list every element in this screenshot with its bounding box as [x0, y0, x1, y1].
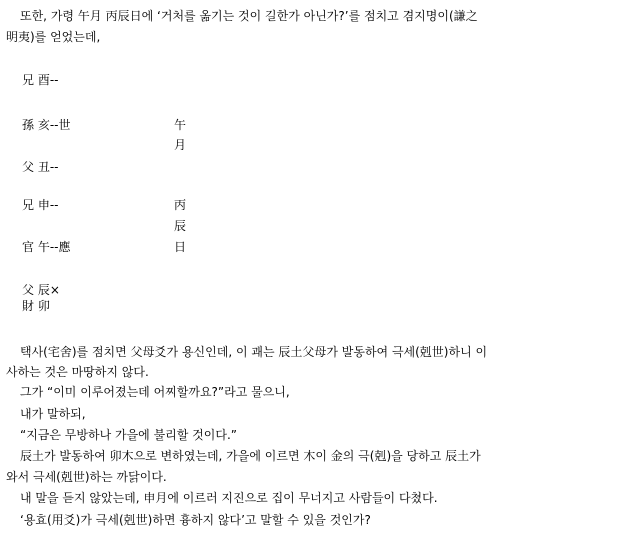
- hexagram-line-wealth-mao: 財 卯: [22, 299, 50, 313]
- hexagram-line-official-wu: 官 午--應: [22, 240, 71, 254]
- intro-line-1: 또한, 가령 午月 丙辰日에 ‘거처를 옮기는 것이 길한가 아닌가?’를 점치고 겸지명이(謙之: [20, 9, 478, 23]
- date-char-wu: 午: [174, 118, 187, 132]
- date-char-bing: 丙: [174, 198, 187, 212]
- hexagram-line-parent-chou: 父 丑--: [22, 160, 59, 174]
- body-line-6: 辰土가 발동하여 卯木으로 변하였는데, 가을에 이르면 木이 金의 극(剋)을 당하고 辰土가: [20, 449, 481, 463]
- body-line-2: 사하는 것은 마땅하지 않다.: [6, 365, 149, 379]
- body-line-3: 그가 “이미 이루어졌는데 어찌할까요?”라고 물으니,: [20, 385, 290, 399]
- hexagram-line-grandson-hai: 孫 亥--世: [22, 118, 71, 132]
- date-char-day: 日: [174, 240, 187, 254]
- body-line-9: ‘용효(用爻)가 극세(剋世)하면 흉하지 않다’고 말할 수 있을 것인가?: [20, 513, 371, 527]
- body-line-5: “지금은 무방하나 가을에 불리할 것이다.”: [20, 428, 237, 442]
- intro-line-2: 明夷)를 얻었는데,: [6, 30, 101, 44]
- date-char-month: 月: [174, 138, 187, 152]
- body-line-8: 내 말을 듣지 않았는데, 申月에 이르러 지진으로 집이 무너지고 사람들이 다쳤다.: [20, 491, 438, 505]
- hexagram-line-parent-chen: 父 辰×: [22, 283, 60, 297]
- body-line-7: 와서 극세(剋世)하는 까닭이다.: [6, 470, 167, 484]
- body-line-1: 택사(宅舍)를 점치면 父母爻가 용신인데, 이 괘는 辰土父母가 발동하여 극세(剋世)하니 이: [20, 345, 488, 359]
- date-char-chen: 辰: [174, 219, 187, 233]
- body-line-4: 내가 말하되,: [20, 407, 86, 421]
- hexagram-line-brother-you: 兄 酉--: [22, 73, 59, 87]
- hexagram-line-brother-shen: 兄 申--: [22, 198, 59, 212]
